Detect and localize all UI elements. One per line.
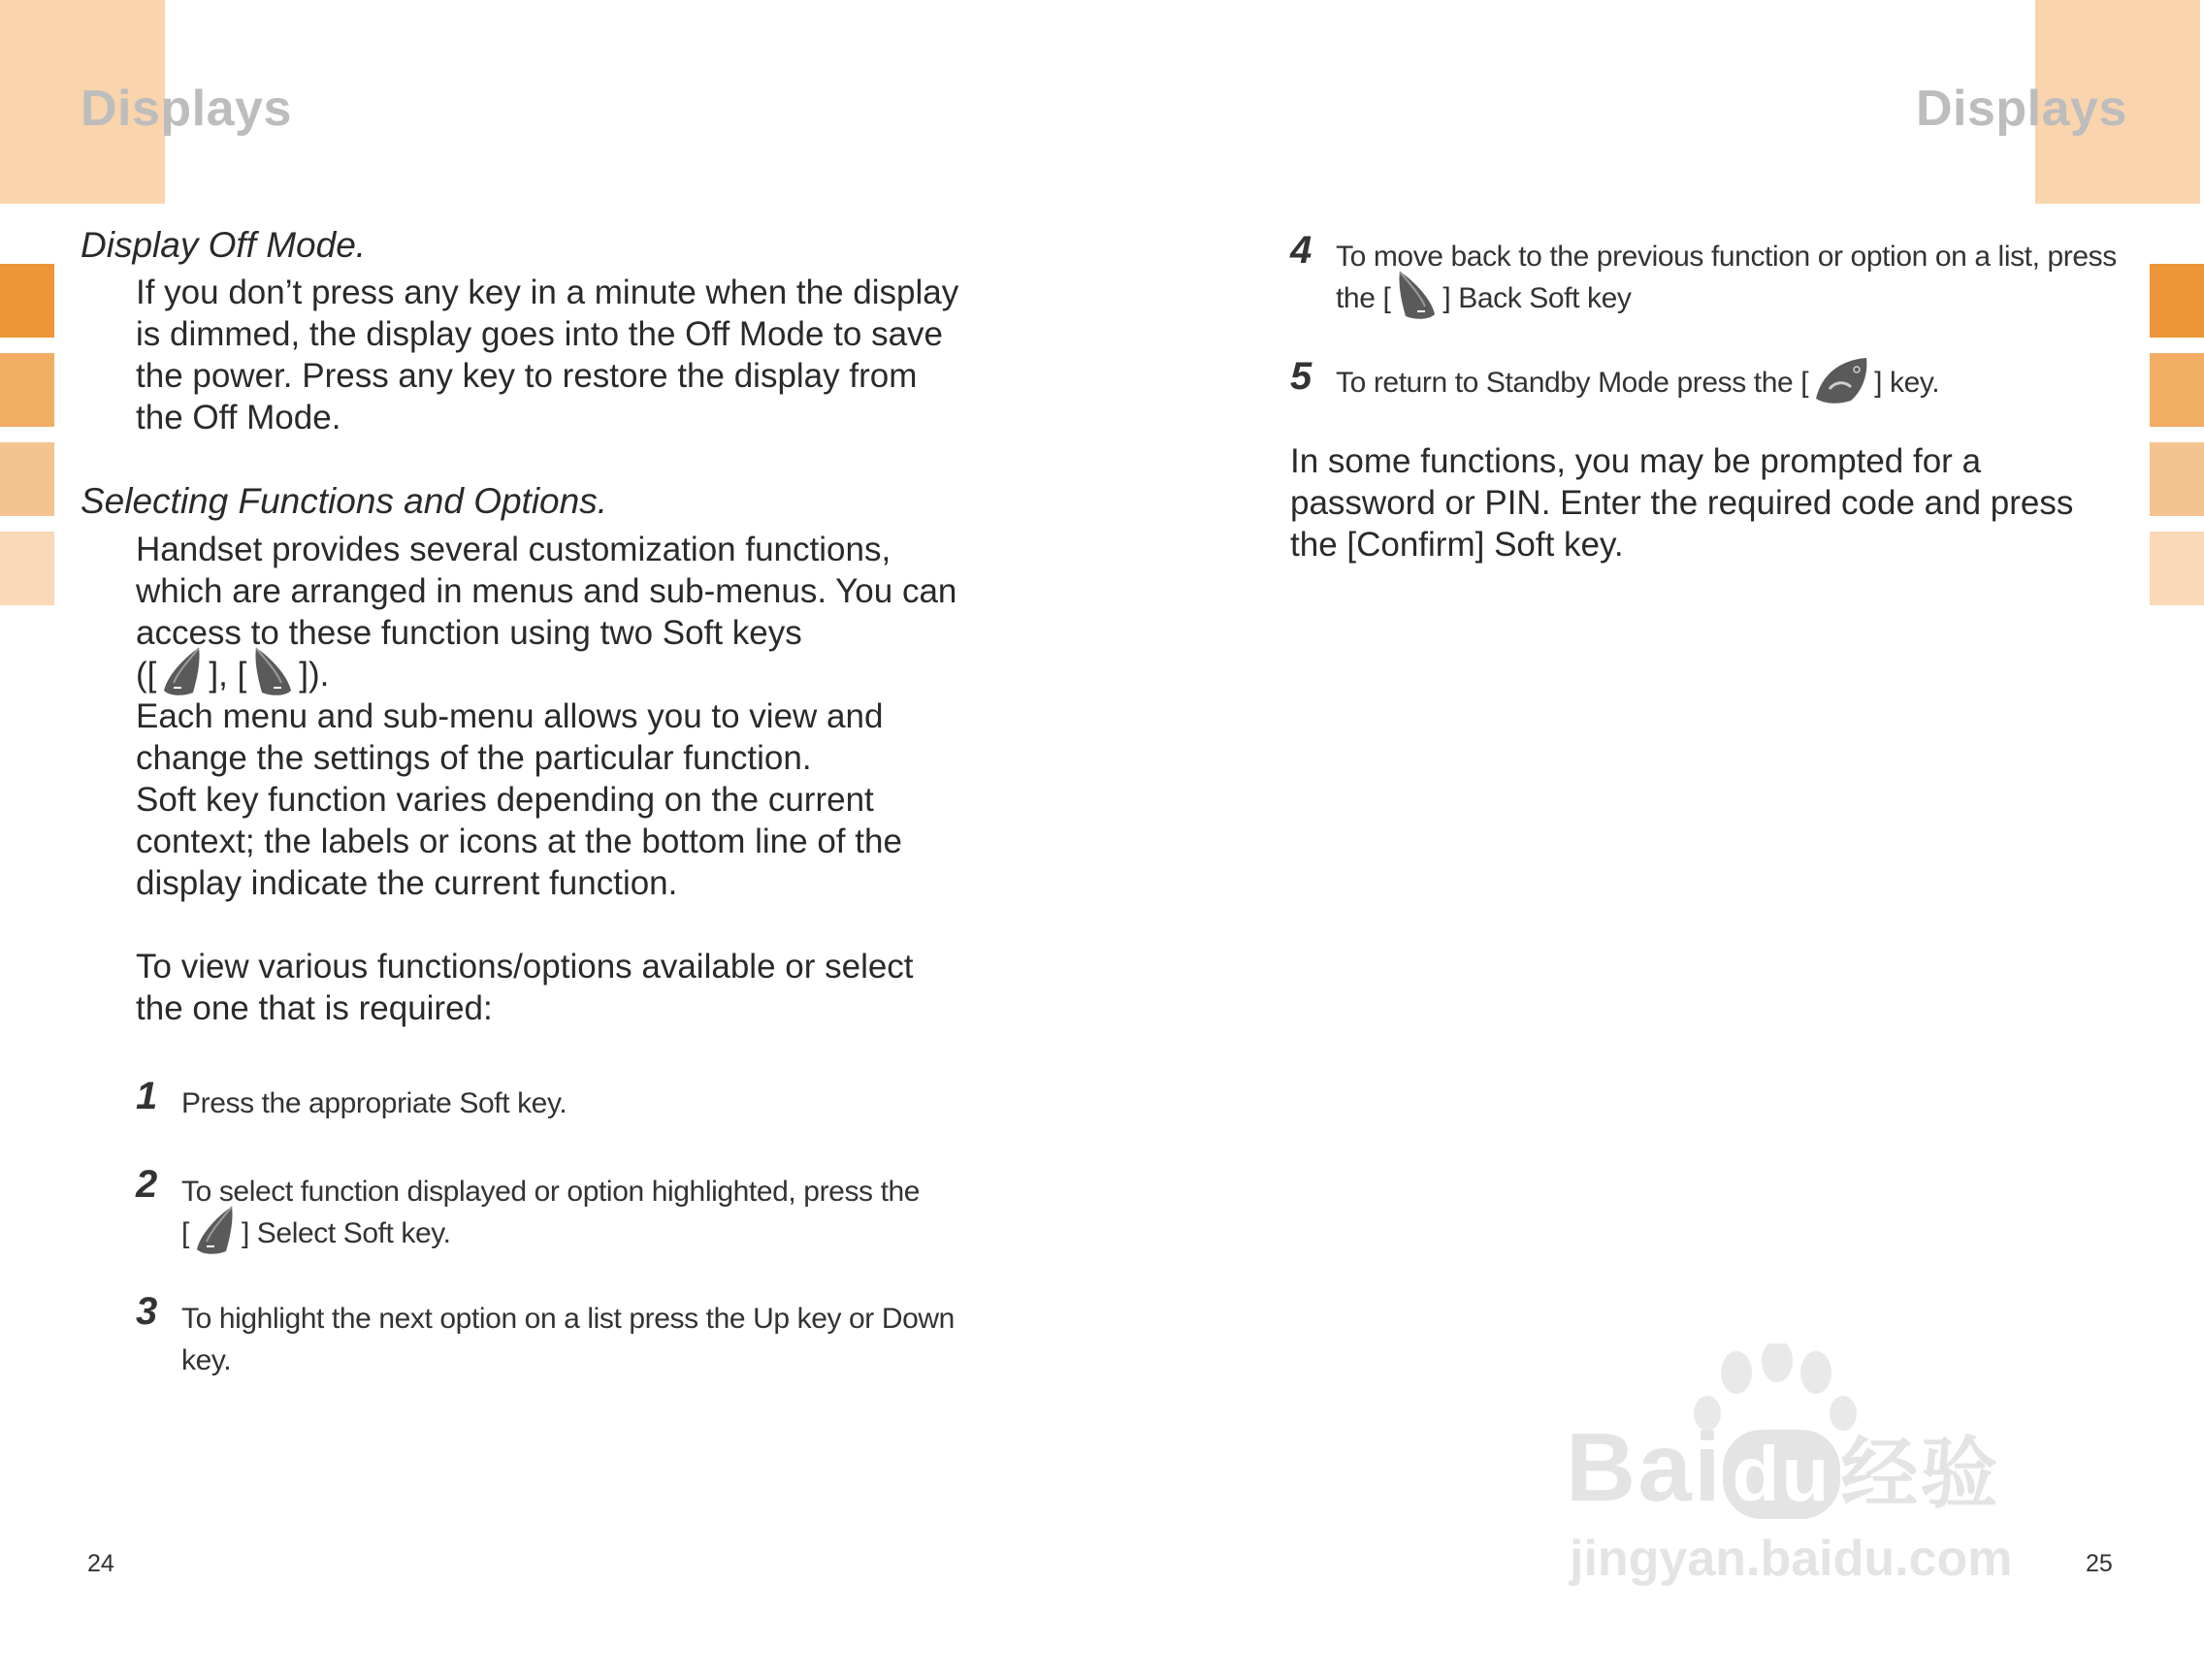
end-key-icon — [1812, 352, 1870, 406]
text-line: Each menu and sub-menu allows you to view and — [136, 697, 884, 735]
step-4-back-label: ] Back Soft key — [1442, 282, 1632, 314]
text-line: display indicate the current function. — [136, 864, 678, 902]
side-tab-left-1 — [0, 264, 54, 338]
selecting-functions-paragraph — [136, 529, 989, 1029]
page-title-left: Displays — [81, 81, 292, 137]
step-1-text: Press the appropriate Soft key. — [181, 1087, 567, 1119]
watermark-brand — [1566, 1411, 1999, 1524]
side-tab-left-2 — [0, 353, 54, 427]
text-line: password or PIN. Enter the required code and press — [1290, 484, 2074, 522]
text-line: the power. Press any key to restore the display from — [136, 357, 918, 395]
step-number-1: 1 — [136, 1075, 158, 1117]
step-2-text: To select function displayed or option highlighted, press the — [181, 1176, 921, 1208]
step-number-3: 3 — [136, 1290, 158, 1333]
page-number-right: 25 — [2086, 1550, 2113, 1577]
page-title-right: Displays — [1916, 81, 2127, 137]
step-5-suffix: ] key. — [1874, 367, 1940, 399]
text-line: Handset provides several customization functions, — [136, 531, 891, 568]
soft-keys-close: ]). — [299, 656, 330, 694]
watermark-brand-bai: Bai — [1566, 1413, 1723, 1522]
text-line: context; the labels or icons at the bottom line of the — [136, 823, 902, 860]
text-line: the one that is required: — [136, 989, 493, 1027]
step-3-text-line2: key. — [181, 1344, 232, 1376]
step-4-text-line2 — [1336, 277, 1631, 322]
text-line: the Off Mode. — [136, 399, 341, 436]
soft-keys-mid: ], [ — [209, 656, 247, 694]
baidu-watermark — [1552, 1343, 2076, 1596]
side-tab-right-2 — [2150, 353, 2204, 427]
step-2-select-label: ] Select Soft key. — [241, 1217, 451, 1249]
watermark-url: jingyan.baidu.com — [1570, 1531, 2013, 1587]
watermark-brand-cn: 经验 — [1840, 1429, 2000, 1519]
soft-keys-line — [136, 654, 989, 695]
right-soft-key-icon — [1394, 268, 1439, 322]
side-tab-right-1 — [2150, 264, 2204, 338]
section-title-display-off: Display Off Mode. — [81, 225, 367, 265]
page-number-left: 24 — [87, 1550, 114, 1577]
side-tab-right-4 — [2150, 532, 2204, 605]
watermark-brand-du: du — [1723, 1430, 1841, 1519]
blank-line — [136, 904, 989, 946]
text-line: change the settings of the particular function. — [136, 739, 812, 777]
right-soft-key-icon — [250, 644, 295, 698]
text-line: access to these function using two Soft keys — [136, 614, 802, 652]
pin-paragraph — [1290, 440, 2144, 565]
section-title-selecting-functions: Selecting Functions and Options. — [81, 481, 607, 521]
text-line: If you don’t press any key in a minute when the display — [136, 274, 959, 311]
step-2-text-line2 — [181, 1212, 451, 1257]
left-soft-key-icon — [193, 1203, 238, 1257]
side-tab-right-3 — [2150, 442, 2204, 516]
text-line: To view various functions/options available or select — [136, 948, 914, 985]
step-3-text: To highlight the next option on a list press the Up key or Down — [181, 1303, 955, 1335]
side-tab-left-3 — [0, 442, 54, 516]
text-line: In some functions, you may be prompted for a — [1290, 442, 1982, 480]
soft-keys-open: ([ — [136, 656, 157, 694]
text-line: which are arranged in menus and sub-menus. You can — [136, 572, 957, 610]
step-5-text — [1336, 362, 1939, 406]
text-line: Soft key function varies depending on the current — [136, 781, 874, 819]
step-4-prefix: the [ — [1336, 282, 1391, 314]
text-line: is dimmed, the display goes into the Off Mode to save — [136, 315, 944, 353]
display-off-paragraph — [136, 272, 989, 438]
step-2-bracket-open: [ — [181, 1217, 189, 1249]
step-number-5: 5 — [1290, 355, 1313, 398]
left-soft-key-icon — [160, 644, 205, 698]
side-tab-left-4 — [0, 532, 54, 605]
text-line: the [Confirm] Soft key. — [1290, 526, 1624, 564]
step-number-4: 4 — [1290, 229, 1313, 272]
step-4-text: To move back to the previous function or option on a list, press — [1336, 241, 2117, 273]
step-number-2: 2 — [136, 1163, 158, 1206]
step-5-prefix: To return to Standby Mode press the [ — [1336, 367, 1809, 399]
